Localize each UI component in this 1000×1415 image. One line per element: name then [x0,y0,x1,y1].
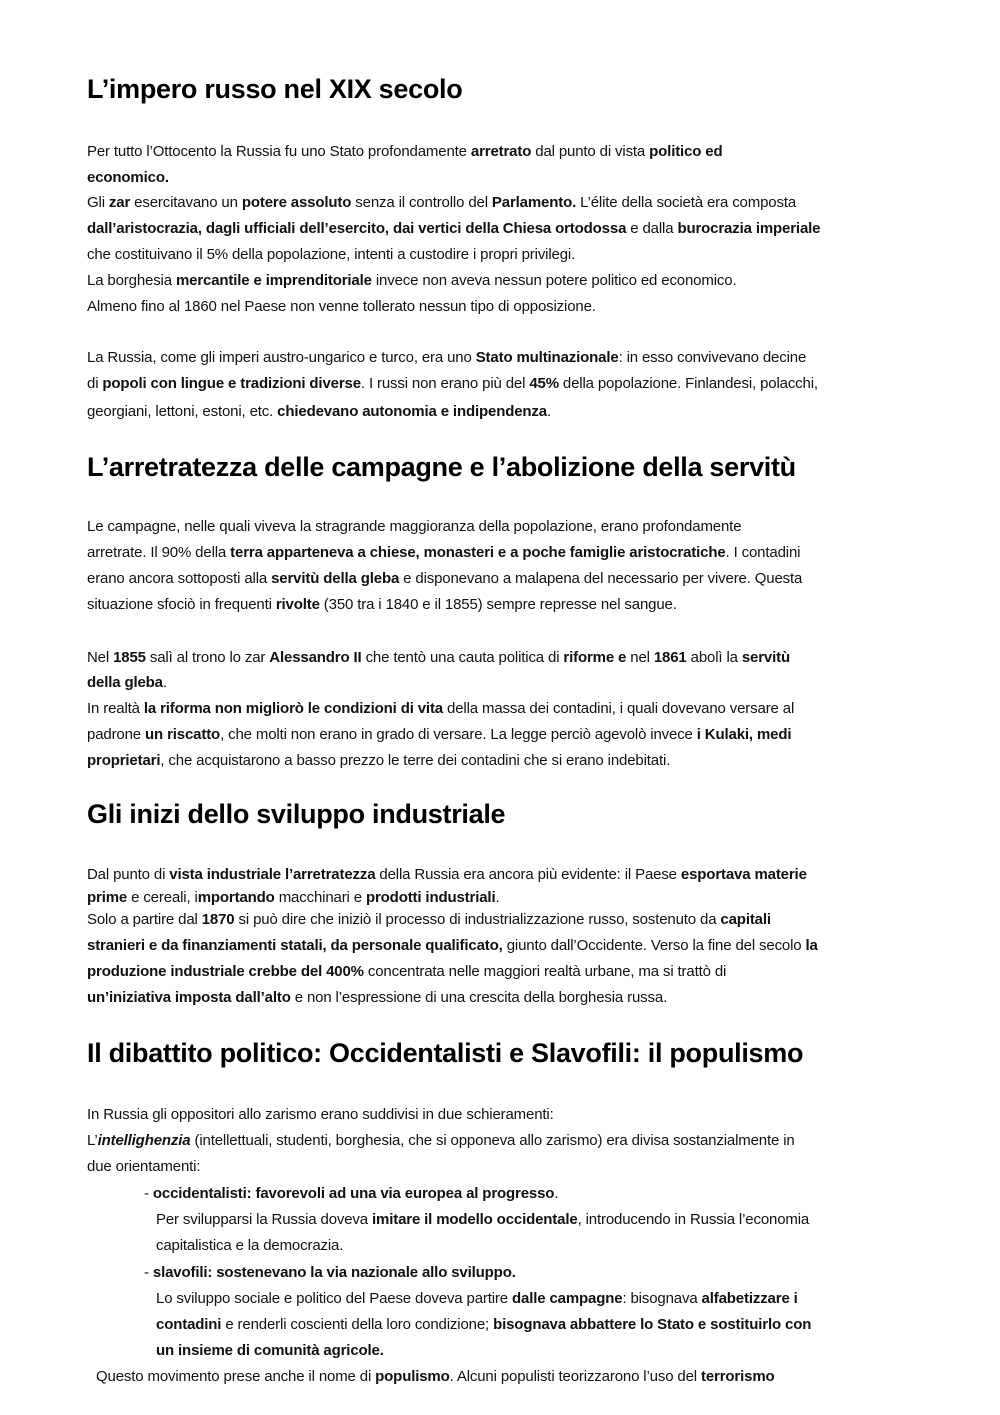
text-run: Questo movimento prese anche il nome di [96,1368,376,1385]
paragraph-line [87,592,677,618]
paragraph-line [156,1338,384,1364]
bold-text: populismo [375,1368,450,1385]
paragraph-line [87,985,667,1011]
section-title-impero: L’impero russo nel XIX secolo [87,74,463,104]
text-run: - [144,1185,153,1202]
paragraph-line [87,399,551,425]
text-run: . [554,1185,559,1202]
bold-text: 45% [529,375,559,392]
text-run: e renderli coscienti della loro condizione; [221,1316,494,1333]
text-run: salì al trono lo zar [145,649,270,666]
paragraph-line [87,566,802,592]
bold-text: popoli con lingue e tradizioni diverse [102,375,361,392]
list-item-occidentalisti [144,1181,558,1207]
text-run: . [495,889,500,906]
bold-text: contadini [156,1316,222,1333]
bold-text: potere assoluto [241,194,352,211]
text-run: : in esso convivevano decine [618,349,807,366]
text-run: , che molti non erano in grado di versare. La legge perciò agevolò invece [220,726,697,743]
paragraph-line [87,371,818,397]
bold-text: rivolte [275,596,320,613]
text-run: che costituivano il 5% della popolazione, intenti a custodire i propri privilegi. [87,246,576,263]
text-run: e dalla [626,220,678,237]
bold-text: vista industriale l’arretratezza [169,866,376,883]
text-run: e non l’espressione di una crescita della borghesia russa. [290,989,668,1006]
bold-text: servitù [741,649,790,666]
paragraph-line [87,540,800,566]
bold-text: proprietari [87,752,161,769]
text-run: situazione sfociò in frequenti [87,596,276,613]
text-run: padrone [87,726,146,743]
bold-text: Parlamento. [491,194,577,211]
bold-text: politico ed [649,143,723,160]
text-run: . Alcuni populisti teorizzarono l’uso del [449,1368,701,1385]
bold-text: arretrato [470,143,532,160]
bold-text: chiedevano autonomia e indipendenza [277,403,547,420]
paragraph-line [156,1233,343,1259]
bold-text: un riscatto [145,726,221,743]
paragraph-line [87,216,820,242]
bold-text: i Kulaki, medi [696,726,792,743]
text-run: macchinari e [274,889,366,906]
text-run: esercitavano un [130,194,242,211]
bold-text: burocrazia imperiale [677,220,821,237]
paragraph-line [87,959,726,985]
text-run: . [162,674,167,691]
bold-text: 1861 [653,649,687,666]
paragraph-line [87,645,790,671]
bold-text: produzione industriale crebbe del 400% [87,963,364,980]
paragraph-line [87,748,670,774]
text-run: , che acquistarono a basso prezzo le terre dei contadini che si erano indebitati. [160,752,671,769]
text-run: . I contadini [725,544,801,561]
text-run: (350 tra i 1840 e il 1855) sempre represse nel sangue. [319,596,677,613]
paragraph-line [156,1286,798,1312]
text-run: Solo a partire dal [87,911,202,928]
list-item-slavofili [144,1260,516,1286]
text-run: La borghesia [87,272,176,289]
bold-text: occidentalisti: favorevoli ad una via europea al progresso [152,1185,555,1202]
text-run: e cereali, i [127,889,198,906]
paragraph-line [87,268,736,294]
bold-text: la riforma non migliorò le condizioni di vita [143,700,443,717]
text-run: Per tutto l’Ottocento la Russia fu uno Stato profondamente [87,143,471,160]
bold-text: un insieme di comunità agricole. [156,1342,384,1359]
paragraph-line [87,1154,200,1180]
paragraph-line [87,933,818,959]
text-run: In Russia gli oppositori allo zarismo erano suddivisi in due schieramenti: [87,1106,554,1123]
bold-text: la [805,937,818,954]
text-run: Nel [87,649,114,666]
text-run: della Russia era ancora più evidente: il Paese [375,866,681,883]
text-run: Lo sviluppo sociale e politico del Paese doveva partire [156,1290,512,1307]
section-title-industria: Gli inizi dello sviluppo industriale [87,799,506,829]
bold-text: 1855 [113,649,146,666]
text-run: - [144,1264,153,1281]
text-run: georgiani, lettoni, estoni, etc. [87,403,278,420]
text-run: abolì la [686,649,742,666]
text-run: In realtà [87,700,144,717]
bold-text: della gleba [87,674,163,691]
bold-text: stranieri e da finanziamenti statali, da personale qualificato, [87,937,503,954]
text-run: arretrate. Il 90% della [87,544,231,561]
bold-text: dalle campagne [512,1290,623,1307]
bold-text: Alessandro II [269,649,362,666]
paragraph-line [87,139,723,165]
text-run: erano ancora sottoposti alla [87,570,272,587]
text-run: si può dire che iniziò il processo di industrializzazione russo, sostenuto da [234,911,721,928]
text-run: (intellettuali, studenti, borghesia, che si opponeva allo zarismo) era divisa sostanzialmente in [190,1132,795,1149]
text-run: L’élite della società era composta [576,194,797,211]
text-run: . I russi non erano più del [360,375,530,392]
section-title-dibattito: Il dibattito politico: Occidentalisti e Slavofili: il populismo [87,1038,804,1068]
bold-text: bisognava abbattere lo Stato e sostituirlo con [493,1316,812,1333]
bold-text: terra apparteneva a chiese, monasteri e a poche famiglie aristocratiche [230,544,726,561]
bold-text: prodotti industriali [365,889,496,906]
bold-text: zar [108,194,131,211]
bold-text: Stato multinazionale [475,349,619,366]
text-run: Almeno fino al 1860 nel Paese non venne tollerato nessun tipo di opposizione. [87,298,596,315]
paragraph-line [87,696,794,722]
paragraph-line [87,294,596,320]
bold-text: esportava materie [680,866,807,883]
paragraph-line [87,345,806,371]
text-run: nel [626,649,654,666]
paragraph-line [87,165,169,191]
text-run: concentrata nelle maggiori realtà urbane, ma si trattò di [363,963,727,980]
bold-text: dall’aristocrazia, dagli ufficiali dell’esercito, dai vertici della Chiesa ortodossa [87,220,627,237]
bold-text: alfabetizzare i [701,1290,798,1307]
bold-text: prime [87,889,128,906]
paragraph-line [156,1312,811,1338]
bold-text: mercantile e imprenditoriale [175,272,372,289]
bold-text: intellighenzia [97,1132,191,1149]
paragraph-line [87,242,575,268]
text-run: Gli [87,194,109,211]
text-run: capitalistica e la democrazia. [156,1237,344,1254]
text-run: dal punto di vista [531,143,650,160]
text-run: di [87,375,103,392]
paragraph-line [87,907,771,933]
text-run: L’ [87,1132,98,1149]
paragraph-line [87,514,741,540]
paragraph-line [87,190,796,216]
text-run: La Russia, come gli imperi austro-ungarico e turco, era uno [87,349,476,366]
bold-text: capitali [720,911,771,928]
bold-text: mportando [197,889,275,906]
bold-text: un’iniziativa imposta dall’alto [87,989,291,1006]
paragraph-line [156,1207,809,1233]
bold-text: slavofili: sostenevano la via nazionale allo sviluppo. [152,1264,516,1281]
bold-text: servitù della gleba [271,570,400,587]
text-run: che tentò una cauta politica di [361,649,564,666]
bold-text: 1870 [201,911,235,928]
text-run: della massa dei contadini, i quali dovevano versare al [443,700,795,717]
text-run: giunto dall’Occidente. Verso la fine del secolo [502,937,806,954]
paragraph-line [87,1102,554,1128]
bold-text: riforme e [563,649,627,666]
text-run: senza il controllo del [351,194,492,211]
text-run: Per svilupparsi la Russia doveva [156,1211,372,1228]
text-run: Le campagne, nelle quali viveva la stragrande maggioranza della popolazione, erano profondamente [87,518,742,535]
bold-text: terrorismo [701,1368,775,1385]
text-run: : bisognava [622,1290,702,1307]
paragraph-line [87,722,791,748]
text-run: due orientamenti: [87,1158,201,1175]
text-run: , introducendo in Russia l’economia [577,1211,810,1228]
paragraph-line [87,1128,795,1154]
text-run: della popolazione. Finlandesi, polacchi, [558,375,818,392]
paragraph-line [96,1364,775,1390]
bold-text: imitare il modello occidentale [372,1211,578,1228]
text-run: invece non aveva nessun potere politico ed economico. [371,272,737,289]
section-title-campagne: L’arretratezza delle campagne e l’abolizione della servitù [87,452,796,482]
text-run: e disponevano a malapena del necessario per vivere. Questa [399,570,803,587]
paragraph-line [87,670,167,696]
bold-text: economico. [87,169,169,186]
text-run: . [546,403,551,420]
text-run: Dal punto di [87,866,170,883]
